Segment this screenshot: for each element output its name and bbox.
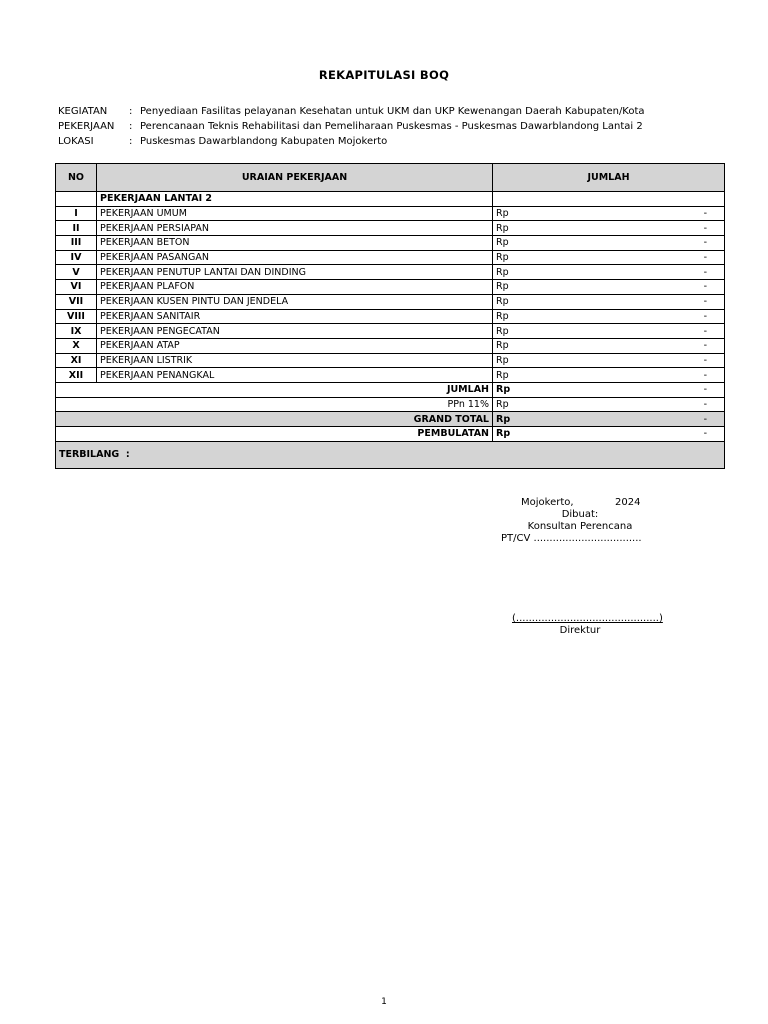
row-rp: Rp [496,310,509,322]
row-jumlah [493,280,725,295]
row-jumlah [493,294,725,309]
row-jumlah [493,221,725,236]
row-no: II [56,221,97,236]
row-no: I [56,206,97,221]
row-jumlah [493,206,725,221]
row-value: - [703,325,707,337]
row-rp: Rp [496,369,509,381]
ppn-label: PPn 11% [56,397,493,412]
signature-dibuat: Dibuat: [561,509,599,520]
page-number: 1 [381,997,387,1007]
row-rp: Rp [496,325,509,337]
signature-city: Mojokerto, [521,497,574,508]
jumlah-value: - [703,384,707,396]
row-uraian: PEKERJAAN SANITAIR [97,309,493,324]
row-no: VII [56,294,97,309]
row-jumlah [493,265,725,280]
table-row [56,368,725,383]
row-value: - [703,296,707,308]
row-uraian: PEKERJAAN ATAP [97,338,493,353]
table-row [56,294,725,309]
section-title: PEKERJAAN LANTAI 2 [97,192,493,207]
grand-total-rp: Rp [496,413,511,425]
row-rp: Rp [496,252,509,264]
row-rp: Rp [496,354,509,366]
row-uraian: PEKERJAAN KUSEN PINTU DAN JENDELA [97,294,493,309]
signature-name-line: (.............................................) [512,613,663,624]
header-no: NO [56,164,97,192]
lokasi-label: LOKASI [58,136,94,147]
pekerjaan-value: Perencanaan Teknis Rehabilitasi dan Pemeliharaan Puskesmas - Puskesmas Dawarblandong Lantai 2 [140,121,643,132]
document-title: REKAPITULASI BOQ [318,68,450,82]
row-no: XI [56,353,97,368]
row-value: - [703,354,707,366]
boq-table [55,163,725,469]
pembulatan-label: PEMBULATAN [56,427,493,442]
jumlah-row [56,382,725,397]
table-row [56,338,725,353]
row-no: V [56,265,97,280]
meta-pekerjaan [58,121,718,135]
header-uraian: URAIAN PEKERJAAN [97,164,493,192]
row-value: - [703,208,707,220]
row-uraian: PEKERJAAN PERSIAPAN [97,221,493,236]
row-uraian: PEKERJAAN PASANGAN [97,250,493,265]
jumlah-label: JUMLAH [56,382,493,397]
table-row [56,353,725,368]
kegiatan-value: Penyediaan Fasilitas pelayanan Kesehatan untuk UKM dan UKP Kewenangan Daerah Kabupaten/Kota [140,106,645,117]
row-no: VI [56,280,97,295]
grand-total-value: - [703,413,707,425]
row-rp: Rp [496,222,509,234]
jumlah-rp: Rp [496,384,511,396]
terbilang-label: TERBILANG : [56,441,725,468]
table-row [56,221,725,236]
table-row [56,324,725,339]
row-jumlah [493,309,725,324]
row-rp: Rp [496,237,509,249]
lokasi-colon: : [129,136,133,147]
table-row [56,206,725,221]
section-row [56,192,725,207]
row-rp: Rp [496,296,509,308]
pembulatan-amount [493,427,725,442]
signature-position: Direktur [559,625,601,636]
signature-company: PT/CV .................................. [501,533,642,544]
kegiatan-colon: : [129,106,133,117]
lokasi-value: Puskesmas Dawarblandong Kabupaten Mojokerto [140,136,388,147]
table-header-row [56,164,725,192]
row-uraian: PEKERJAAN PENUTUP LANTAI DAN DINDING [97,265,493,280]
row-no: IX [56,324,97,339]
row-uraian: PEKERJAAN PENGECATAN [97,324,493,339]
row-value: - [703,340,707,352]
row-jumlah [493,250,725,265]
row-uraian: PEKERJAAN BETON [97,236,493,251]
row-value: - [703,222,707,234]
row-no: IV [56,250,97,265]
signature-role: Konsultan Perencana [527,521,633,532]
table-row [56,309,725,324]
row-rp: Rp [496,281,509,293]
ppn-value: - [703,398,707,410]
jumlah-amount [493,382,725,397]
pekerjaan-label: PEKERJAAN [58,121,115,132]
row-rp: Rp [496,340,509,352]
table-row [56,236,725,251]
row-uraian: PEKERJAAN LISTRIK [97,353,493,368]
row-jumlah [493,353,725,368]
row-uraian: PEKERJAAN PLAFON [97,280,493,295]
row-jumlah [493,324,725,339]
row-uraian: PEKERJAAN UMUM [97,206,493,221]
kegiatan-label: KEGIATAN [58,106,108,117]
section-no [56,192,97,207]
row-no: III [56,236,97,251]
row-value: - [703,252,707,264]
row-value: - [703,369,707,381]
row-value: - [703,266,707,278]
pembulatan-rp: Rp [496,428,511,440]
pekerjaan-colon: : [129,121,133,132]
row-uraian: PEKERJAAN PENANGKAL [97,368,493,383]
meta-kegiatan [58,106,718,120]
row-jumlah [493,368,725,383]
ppn-rp: Rp [496,398,509,410]
row-jumlah [493,338,725,353]
row-rp: Rp [496,208,509,220]
row-rp: Rp [496,266,509,278]
row-no: XII [56,368,97,383]
grand-total-amount [493,412,725,427]
meta-lokasi [58,136,718,150]
section-jumlah [493,192,725,207]
header-jumlah: JUMLAH [493,164,725,192]
grand-total-row [56,412,725,427]
grand-total-label: GRAND TOTAL [56,412,493,427]
table-row [56,250,725,265]
table-row [56,265,725,280]
table-row [56,280,725,295]
pembulatan-value: - [703,428,707,440]
ppn-row [56,397,725,412]
terbilang-row [56,441,725,468]
signature-year: 2024 [615,497,641,508]
row-jumlah [493,236,725,251]
row-no: X [56,338,97,353]
row-no: VIII [56,309,97,324]
ppn-amount [493,397,725,412]
pembulatan-row [56,427,725,442]
row-value: - [703,310,707,322]
row-value: - [703,281,707,293]
row-value: - [703,237,707,249]
